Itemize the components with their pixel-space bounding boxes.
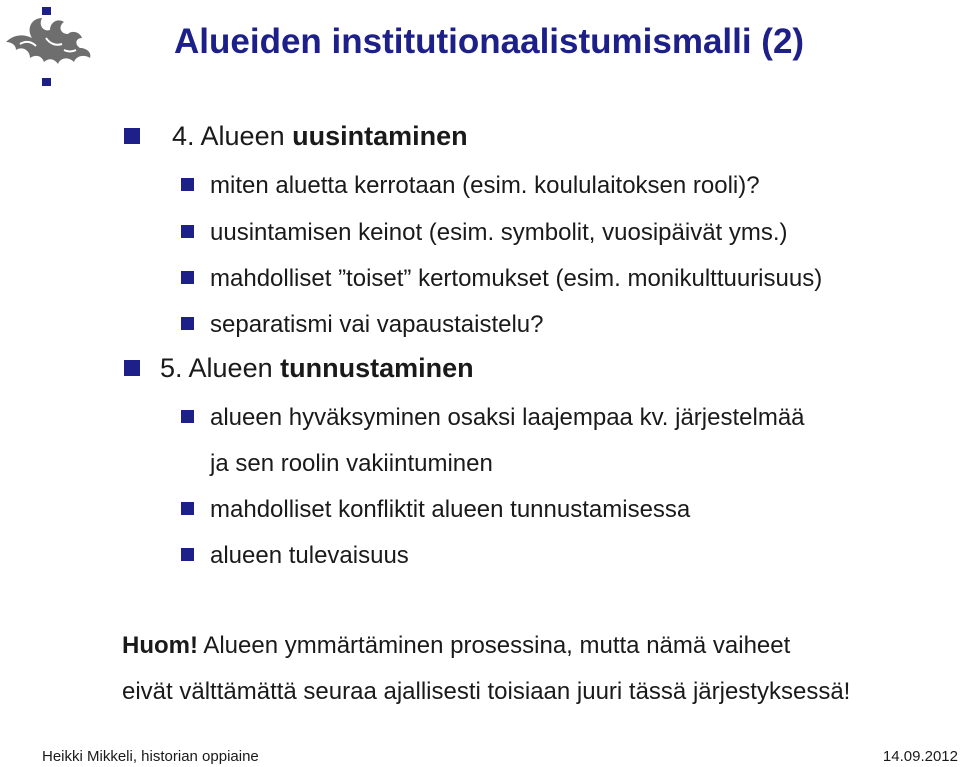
section-4-item: separatismi vai vapaustaistelu? (210, 311, 544, 338)
section-5-prefix: 5. Alueen (160, 353, 281, 383)
footer-date: 14.09.2012 (882, 748, 958, 765)
section-5-item: alueen tulevaisuus (210, 542, 409, 569)
section-5-heading (160, 353, 474, 384)
bullet-square-icon (181, 178, 194, 191)
section-4-item: mahdolliset ”toiset” kertomukset (esim. monikulttuurisuus) (210, 265, 823, 292)
bullet-square-icon (181, 271, 194, 284)
page-title: Alueiden institutionaalistumismalli (2) (174, 22, 805, 61)
note-label: Huom! (122, 632, 198, 659)
bullet-square-icon (181, 410, 194, 423)
section-4-prefix: 4. Alueen (172, 121, 293, 151)
section-4-bold: uusintaminen (292, 121, 468, 151)
bullet-square-icon (124, 360, 140, 376)
bullet-square-icon (181, 225, 194, 238)
section-5-bold: tunnustaminen (280, 353, 474, 383)
bullet-square-icon (181, 502, 194, 515)
note-text: Alueen ymmärtäminen prosessina, mutta nämä vaiheet (197, 632, 791, 659)
section-4-heading (172, 121, 468, 152)
university-flame-logo-icon (2, 4, 94, 90)
bullet-square-icon (181, 317, 194, 330)
note-line-2: eivät välttämättä seuraa ajallisesti toisiaan juuri tässä järjestyksessä! (122, 678, 851, 705)
bullet-square-icon (181, 548, 194, 561)
section-5-item: mahdolliset konfliktit alueen tunnustamisessa (210, 496, 691, 523)
section-5-item-continuation: ja sen roolin vakiintuminen (210, 450, 493, 477)
section-4-item: miten aluetta kerrotaan (esim. koululaitoksen rooli)? (210, 172, 760, 199)
section-4-item: uusintamisen keinot (esim. symbolit, vuosipäivät yms.) (210, 219, 788, 246)
section-5-item: alueen hyväksyminen osaksi laajempaa kv. järjestelmää (210, 404, 805, 431)
footer-author: Heikki Mikkeli, historian oppiaine (42, 748, 259, 765)
bullet-square-icon (124, 128, 140, 144)
note-line-1 (122, 632, 790, 660)
